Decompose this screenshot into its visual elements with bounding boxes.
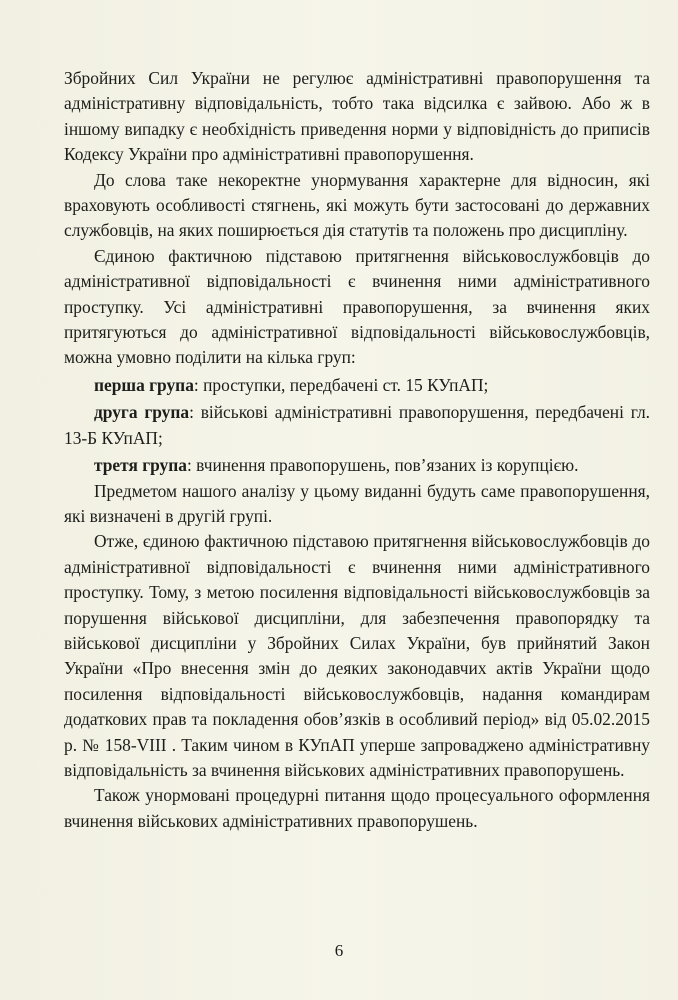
- paragraph: До слова таке некоректне унормування характерне для відносин, які враховують особливості стягнень, які можуть бути застосовані до державних службовців, на яких поширюється дія статутів та положень про дисципліну.: [64, 169, 650, 241]
- group-item-first: [64, 373, 650, 398]
- page-number: 6: [334, 941, 344, 960]
- paragraph: Предметом нашого аналізу у цьому виданні будуть саме правопорушення, які визначені в другій групі.: [64, 480, 650, 526]
- group-text: : вчинення правопорушень, пов’язаних із корупцією.: [186, 455, 579, 476]
- paragraph: Отже, єдиною фактичною підставою притягнення військовослужбовців до адміністративної відповідальності є вчинення ними адміністративного проступку. Тому, з метою посилення відповідальності військовослужбовців за порушення військової дисципліни, для забезпечення правопорядку та військової дисципліни у Збройних Силах України, був прийнятий Закон України «Про внесення змін до деяких законодавчих актів України щодо посилення відповідальності військовослужбовців, надання командирам додаткових прав та покладення обов’язків в особливий період» від 05.02.2015 р. № 158-VIII . Таким чином в КУпАП уперше запроваджено адміністративну відповідальність за вчинення військових адміністративних правопорушень.: [64, 531, 650, 780]
- group-text: : проступки, передбачені ст. 15 КУпАП;: [193, 374, 489, 395]
- group-label: перша група: [94, 374, 194, 395]
- group-text: : військові адміністративні правопорушення, передбачені гл. 13-Б КУпАП;: [64, 402, 650, 448]
- paragraph-continuation: Збройних Сил України не регулює адміністративні правопорушення та адміністративну відповідальність, тобто така відсилка є зайвою. Або ж в іншому випадку є необхідність приведення норми у відповідність до приписів Кодексу України про адміністративні правопорушення.: [64, 68, 650, 165]
- group-item-third: [64, 453, 650, 478]
- paragraph: Єдиною фактичною підставою притягнення військовослужбовців до адміністративної відповідальності є вчинення ними адміністративного проступку. Усі адміністративні правопорушення, за вчинення яких притягуються до адміністративної відповідальності військовослужбовців, можна умовно поділити на кілька груп:: [64, 245, 650, 368]
- group-label: третя група: [94, 455, 187, 476]
- group-label: друга група: [94, 402, 190, 423]
- document-body: [64, 66, 650, 834]
- group-item-second: [64, 400, 650, 451]
- paragraph: Також унормовані процедурні питання щодо процесуального оформлення вчинення військових адміністративних правопорушень.: [64, 785, 650, 831]
